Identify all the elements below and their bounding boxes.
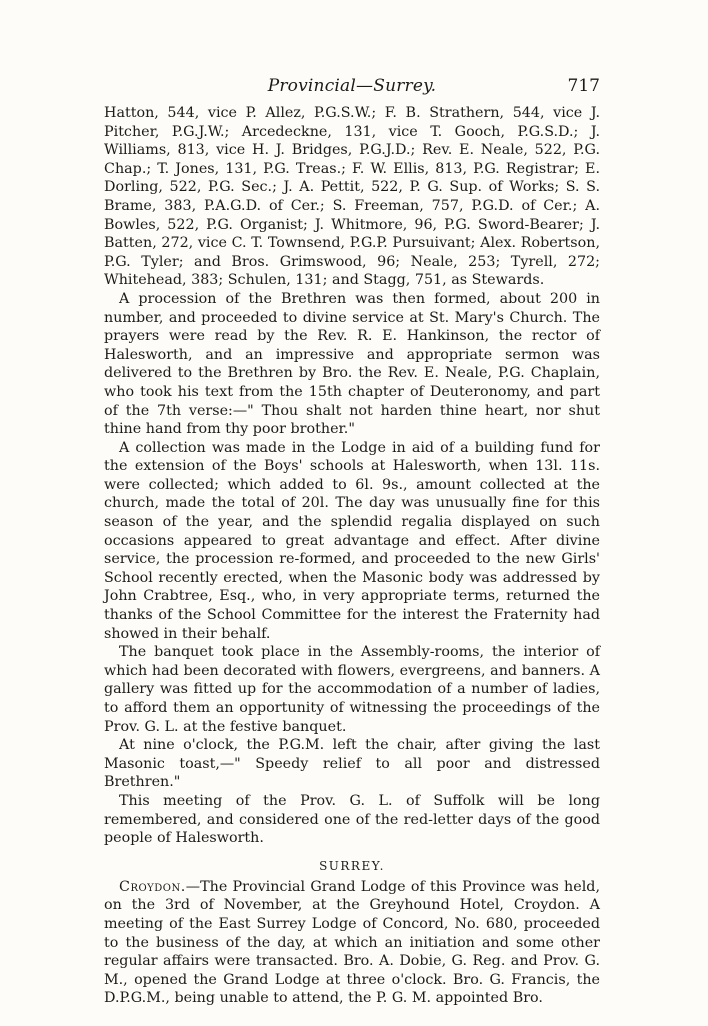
page-header — [104, 76, 600, 100]
paragraph-banquet: The banquet took place in the Assembly-rooms, the interior of which had been decorated with flowers, evergreens, and banners. A gallery was fitted up for the accommodation of a number of ladies, to afford them an opportunity of witnessing the proceedings of the Prov. G. L. at the festive banquet. — [104, 644, 600, 735]
running-title: Provincial—Surrey. — [267, 76, 437, 96]
page-number: 717 — [567, 76, 600, 96]
body-text — [104, 104, 600, 1008]
paragraph-collection: A collection was made in the Lodge in aid of a building fund for the extension of the Boys' schools at Halesworth, when 13l. 11s. were collected; which added to 6l. 9s., amount collected at the church, made the total of 20l. The day was unusually fine for this season of the year, and the splendid regalia displayed on such occasions appeared to great advantage and effect. After divine service, the procession re-formed, and proceeded to the new Girls' School recently erected, when the Masonic body was addressed by John Crabtree, Esq., who, in very appropriate terms, returned the thanks of the School Committee for the interest the Fraternity had showed in their behalf. — [104, 439, 600, 642]
paragraph-remembered: This meeting of the Prov. G. L. of Suffolk will be long remembered, and considered one of the red-letter days of the good people of Halesworth. — [104, 792, 600, 847]
section-title-surrey: SURREY. — [319, 858, 385, 873]
paragraph-croydon-text: —The Provincial Grand Lodge of this Province was held, on the 3rd of November, at the Greyhound Hotel, Croydon. A meeting of the East Surrey Lodge of Concord, No. 680, proceeded to the business of the day, at which an initiation and some other regular affairs were transacted. Bro. A. Dobie, G. Reg. and Prov. G. M., opened the Grand Lodge at three o'clock. Bro. G. Francis, the D.P.G.M., being unable to attend, the P. G. M. appointed Bro. — [104, 878, 600, 1007]
paragraph-procession: A procession of the Brethren was then formed, about 200 in number, and proceeded to divine service at St. Mary's Church. The prayers were read by the Rev. R. E. Hankinson, the rector of Halesworth, and an impressive and appropriate sermon was delivered to the Brethren by Bro. the Rev. E. Neale, P.G. Chaplain, who took his text from the 15th chapter of Deuteronomy, and part of the 7th verse:—" Thou shalt not harden thine heart, nor shut thine hand from thy poor brother." — [104, 290, 600, 438]
paragraph-officers-list: Hatton, 544, vice P. Allez, P.G.S.W.; F. B. Strathern, 544, vice J. Pitcher, P.G.J.W.; Arcedeckne, 131, vice T. Gooch, P.G.S.D.; J. Williams, 813, vice H. J. Bridges, P.G.J.D.; Rev. E. Neale, 522, P.G. Chap.; T. Jones, 131, P.G. Treas.; F. W. Ellis, 813, P.G. Registrar; E. Dorling, 522, P.G. Sec.; J. A. Pettit, 522, P. G. Sup. of Works; S. S. Brame, 383, P.A.G.D. of Cer.; S. Freeman, 757, P.G.D. of Cer.; A. Bowles, 522, P.G. Organist; J. Whitmore, 96, P.G. Sword-Bearer; J. Batten, 272, vice C. T. Townsend, P.G.P. Pursuivant; Alex. Robertson, P.G. Tyler; and Bros. Grimswood, 96; Neale, 253; Tyrell, 272; Whitehead, 383; Schulen, 131; and Stagg, 751, as Stewards. — [104, 105, 600, 289]
paragraph-toast: At nine o'clock, the P.G.M. left the chair, after giving the last Masonic toast,—" Speedy relief to all poor and distressed Brethren." — [104, 737, 600, 791]
paragraph-croydon — [104, 878, 600, 1008]
place-lead-croydon: Croydon. — [119, 878, 186, 895]
